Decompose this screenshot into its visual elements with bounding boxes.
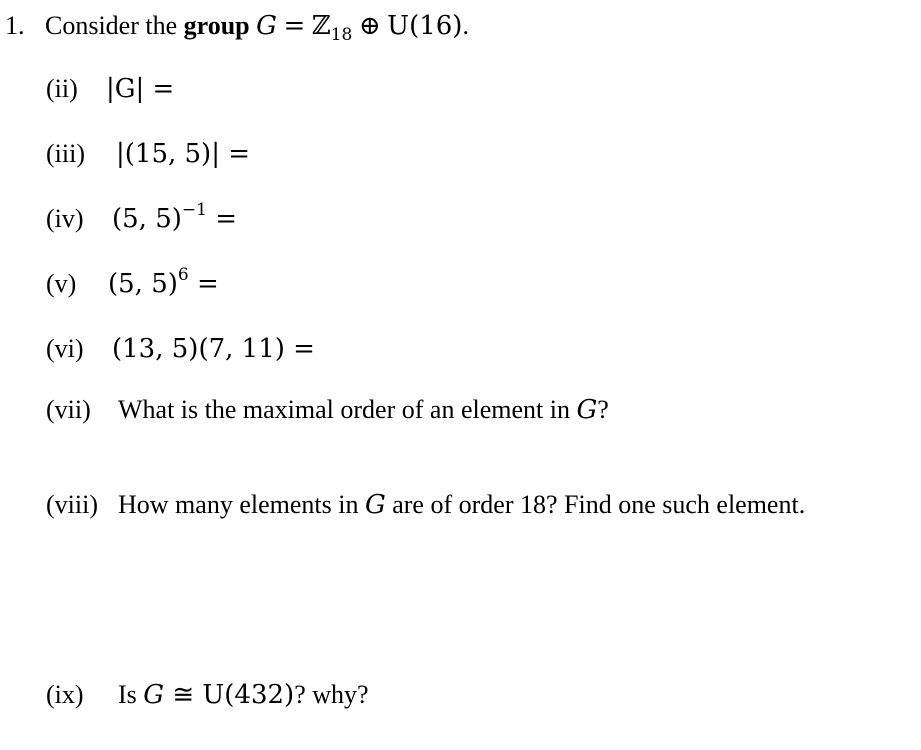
item-expression: |G| = <box>106 74 175 104</box>
item-vi <box>46 333 315 365</box>
item-label: (ix) <box>46 680 84 709</box>
item-text-end: ? why? <box>294 680 369 709</box>
item-iv <box>46 200 238 235</box>
question-period: . <box>462 11 469 40</box>
item-base: (5, 5) <box>108 269 178 299</box>
item-viii <box>46 489 805 521</box>
item-iii <box>46 138 250 170</box>
question-intro: Consider the <box>45 11 178 40</box>
item-label: (iv) <box>46 204 84 233</box>
item-exponent: 6 <box>177 265 189 285</box>
item-label: (ii) <box>46 74 78 103</box>
group-symbol: G <box>256 11 277 41</box>
item-equals: = <box>206 204 238 234</box>
item-equals: = <box>188 269 219 299</box>
item-vii <box>46 394 609 426</box>
item-base: (5, 5) <box>112 204 182 234</box>
modulus-subscript: 18 <box>330 25 353 45</box>
item-v <box>46 265 219 300</box>
item-text-end: are of order 18? Find one such element. <box>385 490 806 519</box>
question-number: 1. <box>5 11 25 40</box>
integers-symbol: ℤ <box>311 11 331 41</box>
isomorphism-expression: ≅ U(432) <box>164 680 295 710</box>
group-symbol: G <box>576 395 598 425</box>
item-label: (vi) <box>46 334 84 363</box>
equals-sign: = <box>283 11 306 41</box>
unit-group-expression: U(16) <box>387 11 463 41</box>
group-word: group <box>183 11 250 40</box>
group-symbol: G <box>364 490 386 520</box>
item-text: How many elements in <box>118 490 365 519</box>
item-ix <box>46 679 369 711</box>
item-label: (viii) <box>46 490 98 519</box>
item-label: (vii) <box>46 395 91 424</box>
question-header <box>5 10 469 45</box>
item-text-end: ? <box>597 395 609 424</box>
item-ii <box>46 73 174 105</box>
item-text: What is the maximal order of an element in <box>118 395 577 424</box>
item-label: (v) <box>46 269 77 298</box>
item-exponent: −1 <box>181 200 207 220</box>
direct-sum-symbol: ⊕ <box>358 11 381 41</box>
item-text: Is <box>118 680 144 709</box>
group-symbol: G <box>143 680 165 710</box>
item-expression: |(15, 5)| = <box>116 139 251 169</box>
item-expression: (13, 5)(7, 11) = <box>112 334 315 364</box>
item-label: (iii) <box>46 139 85 168</box>
